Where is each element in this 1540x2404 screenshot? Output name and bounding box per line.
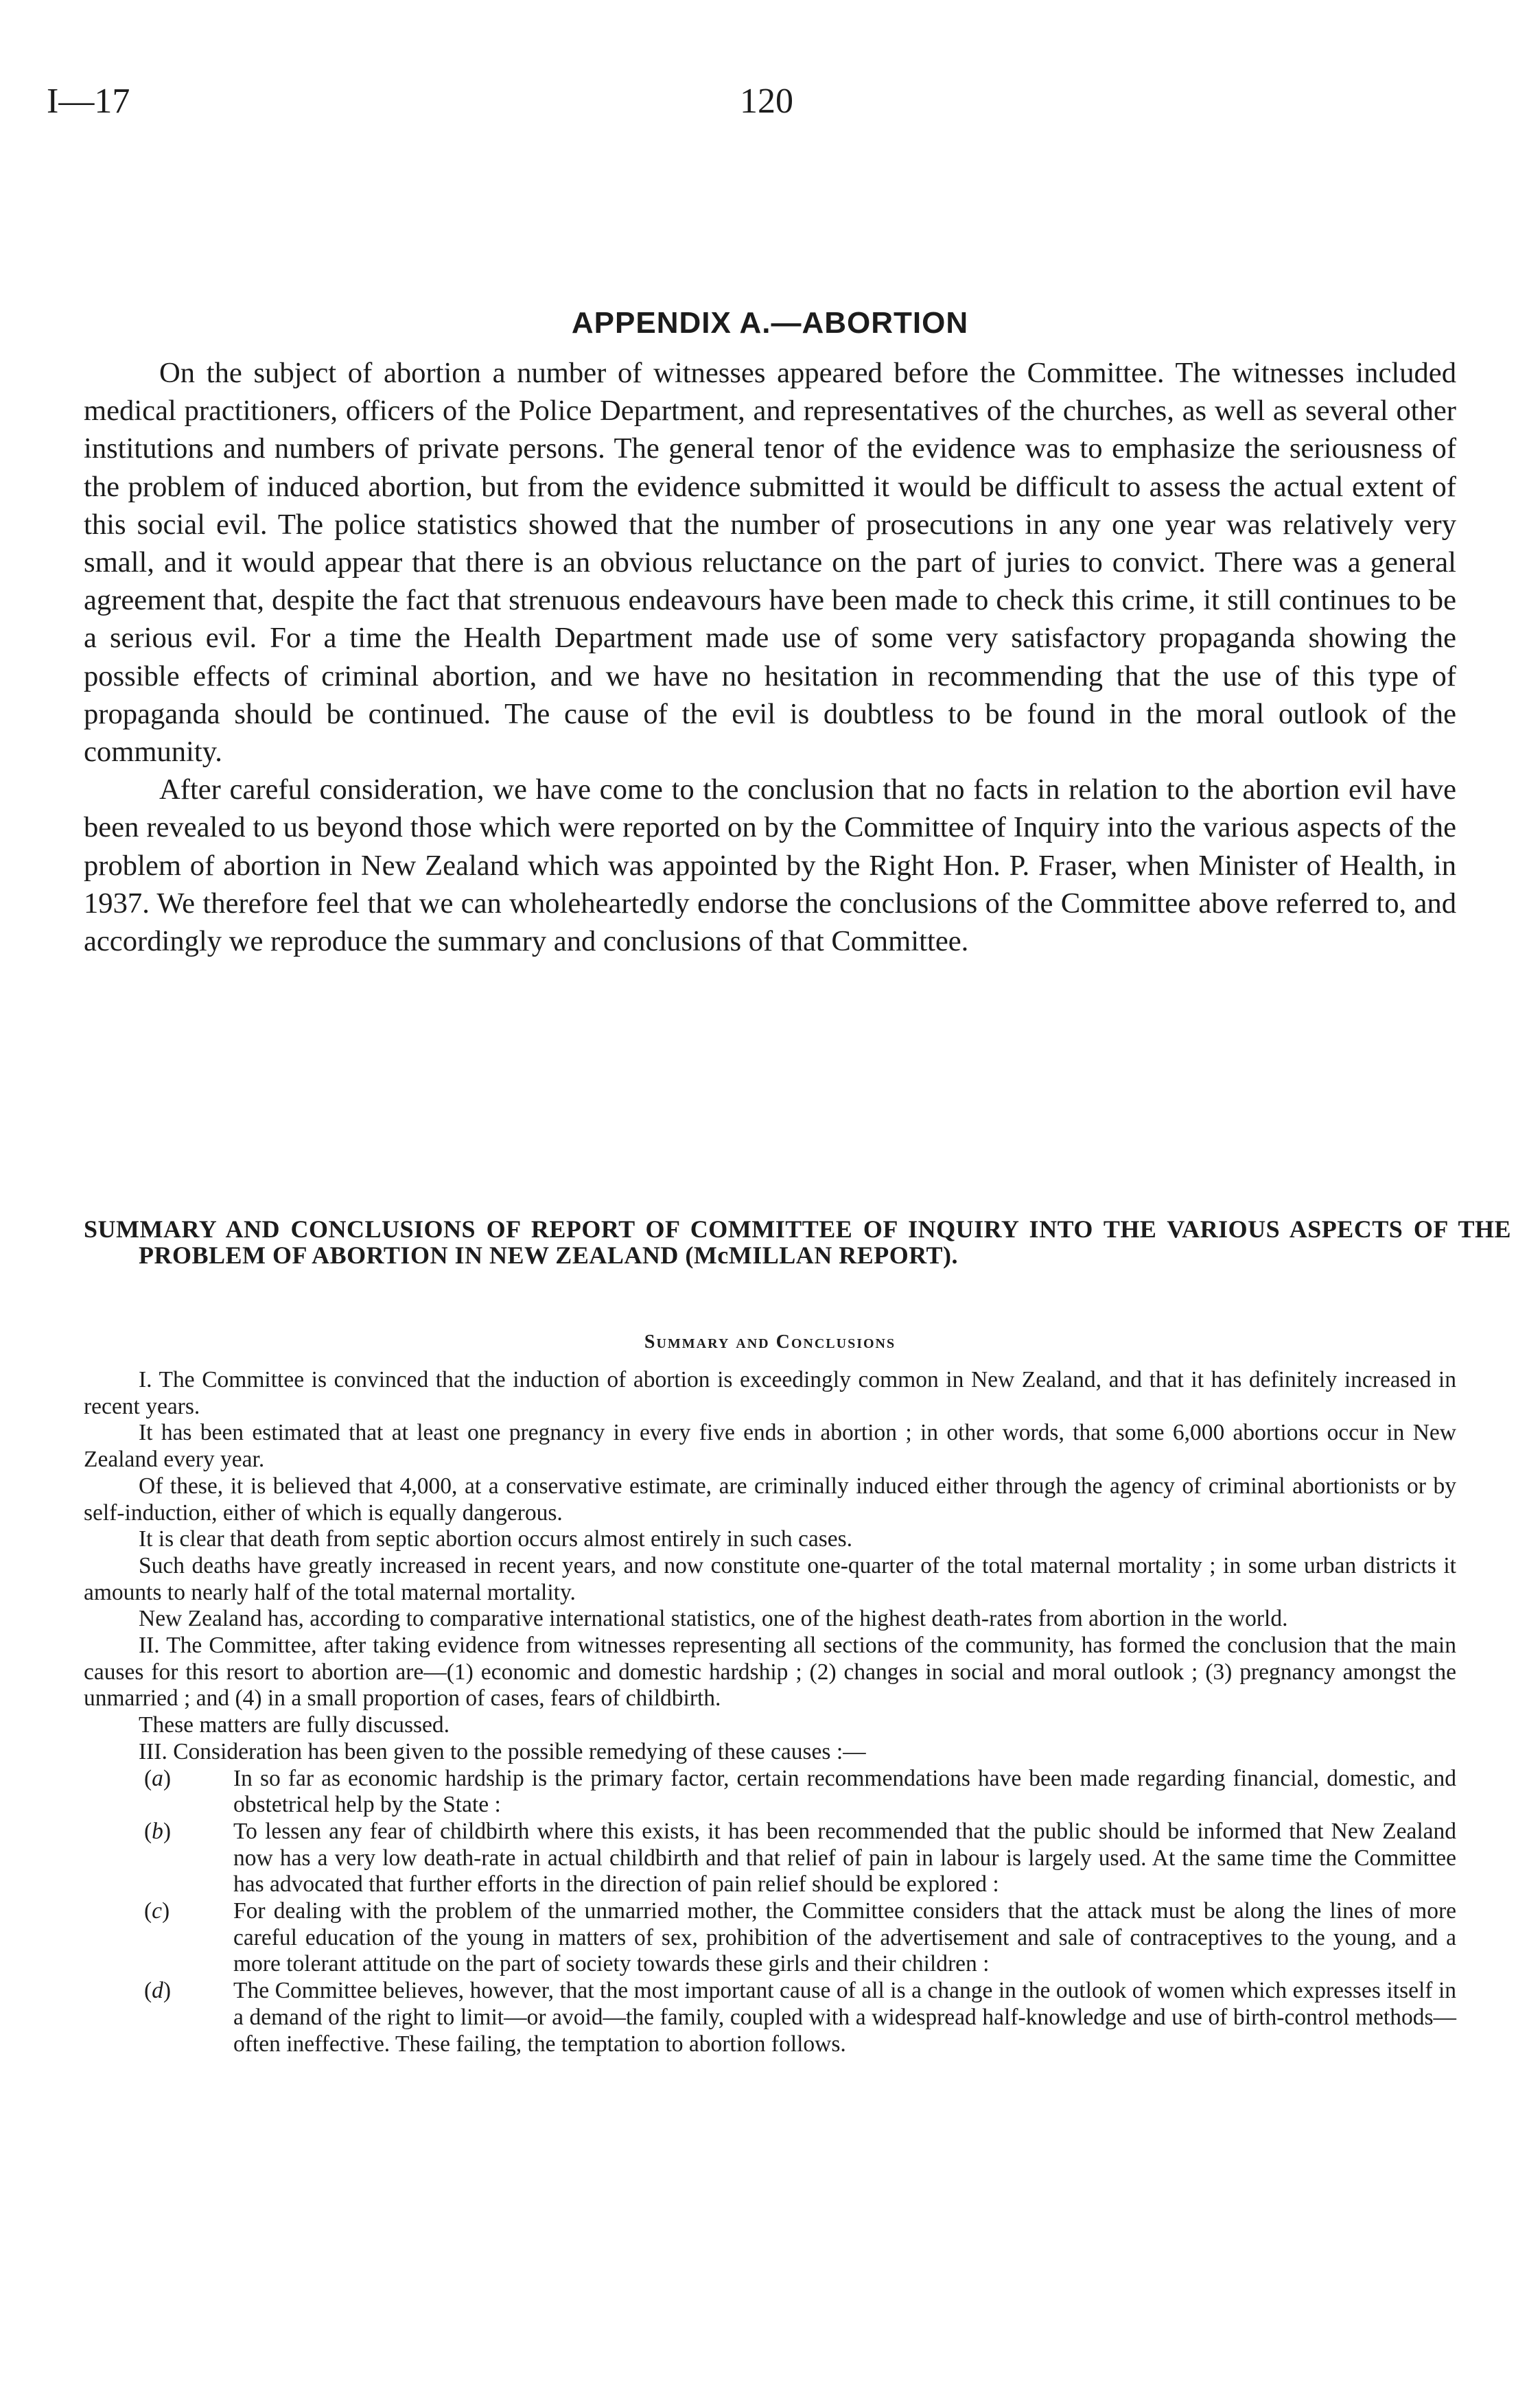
remedies-list <box>84 1766 1456 2058</box>
body-paragraph: After careful consideration, we have come to the conclusion that no facts in relation to the abortion evil have been revealed to us beyond those which were reported on by the Committee of Inquiry into the various aspects of the problem of abortion in New Zealand which was appointed by the Right Hon. P. Fraser, when Minister of Health, in 1937. We therefore feel that we can wholeheartedly endorse the conclusions of the Committee above referred to, and accordingly we reproduce the summary and conclusions of that Committee. <box>84 773 1456 958</box>
list-item-marker: (a) <box>144 1765 172 1791</box>
summary-paragraph: It has been estimated that at least one pregnancy in every five ends in abortion ; in other words, that some 6,000 abortions occur in New Zealand every year. <box>84 1420 1456 1473</box>
summary-heading: Summary and Conclusions <box>644 1331 896 1353</box>
list-item <box>84 1978 1456 2057</box>
list-item <box>84 1898 1456 1978</box>
page-number: 120 <box>740 82 793 121</box>
report-title: SUMMARY AND CONCLUSIONS OF REPORT OF COMMITTEE OF INQUIRY INTO THE VARIOUS ASPECTS OF THE PROBLEM OF ABORTION IN NEW ZEALAND (McMILLAN REPORT). <box>84 1215 1511 1269</box>
list-item-marker: (b) <box>144 1818 172 1844</box>
summary-paragraph: It is clear that death from septic abortion occurs almost entirely in such cases. <box>139 1526 853 1552</box>
summary-section <box>84 1367 1456 2057</box>
appendix-body <box>84 354 1456 960</box>
appendix-title: APPENDIX A.—ABORTION <box>571 306 969 340</box>
summary-paragraph: Such deaths have greatly increased in recent years, and now constitute one-quarter of the total maternal mortality ; in some urban districts it amounts to nearly half of the total maternal mortality. <box>84 1552 1456 1605</box>
summary-paragraph: New Zealand has, according to comparative international statistics, one of the highest death-rates from abortion in the world. <box>139 1606 1288 1632</box>
list-item-text: The Committee believes, however, that the most important cause of all is a change in the outlook of women which expresses itself in a demand of the right to limit—or avoid—the family, coupled with a widespread half-knowledge and use of birth-control methods—often ineffective. These failing, the temptation to abortion follows. <box>233 1978 1456 2057</box>
document-reference: I—17 <box>47 82 130 121</box>
list-item-text: For dealing with the problem of the unmarried mother, the Committee considers that the attack must be along the lines of more careful education of the young in matters of sex, prohibition of the advertisement and sale of contraceptives to the young, and a more tolerant attitude on the part of society towards these girls and their children : <box>233 1898 1456 1977</box>
body-paragraph: On the subject of abortion a number of witnesses appeared before the Committee. The witnesses included medical practitioners, officers of the Police Department, and representatives of the churches, as well as several other institutions and numbers of private persons. The general tenor of the evidence was to emphasize the seriousness of the problem of induced abortion, but from the evidence submitted it would be difficult to assess the actual extent of this social evil. The police statistics showed that the number of prosecutions in any one year was relatively very small, and it would appear that there is an obvious reluctance on the part of juries to convict. There was a general agreement that, despite the fact that strenuous endeavours have been made to check this crime, it still continues to be a serious evil. For a time the Health Department made use of some very satisfactory propaganda showing the possible effects of criminal abortion, and we have no hesitation in recommending that the use of this type of propaganda should be continued. The cause of the evil is doubtless to be found in the moral outlook of the community. <box>84 357 1456 769</box>
list-item-text: In so far as economic hardship is the primary factor, certain recommendations have been made regarding financial, domestic, and obstetrical help by the State : <box>233 1765 1456 1818</box>
list-item <box>84 1766 1456 1819</box>
summary-paragraph: III. Consideration has been given to the possible remedying of these causes :— <box>139 1738 866 1764</box>
list-item-text: To lessen any fear of childbirth where this exists, it has been recommended that the public should be informed that New Zealand now has a very low death-rate in actual childbirth and that relief of pain in labour is largely used. At the same time the Committee has advocated that further efforts in the direction of pain relief should be explored : <box>233 1818 1456 1898</box>
summary-paragraph: II. The Committee, after taking evidence from witnesses representing all sections of the community, has formed the conclusion that the main causes for this resort to abortion are—(1) economic and domestic hardship ; (2) changes in social and moral outlook ; (3) pregnancy amongst the unmarried ; and (4) in a small proportion of cases, fears of childbirth. <box>84 1633 1456 1712</box>
list-item-marker: (c) <box>144 1898 170 1924</box>
summary-paragraph: Of these, it is believed that 4,000, at a conservative estimate, are criminally induced either through the agency of criminal abortionists or by self-induction, either of which is equally dangerous. <box>84 1473 1456 1526</box>
summary-paragraph: I. The Committee is convinced that the induction of abortion is exceedingly common in New Zealand, and that it has definitely increased in recent years. <box>84 1367 1456 1419</box>
list-item-marker: (d) <box>144 1978 172 2004</box>
running-header <box>47 81 1493 129</box>
summary-paragraph: These matters are fully discussed. <box>139 1712 450 1738</box>
list-item <box>84 1819 1456 1898</box>
